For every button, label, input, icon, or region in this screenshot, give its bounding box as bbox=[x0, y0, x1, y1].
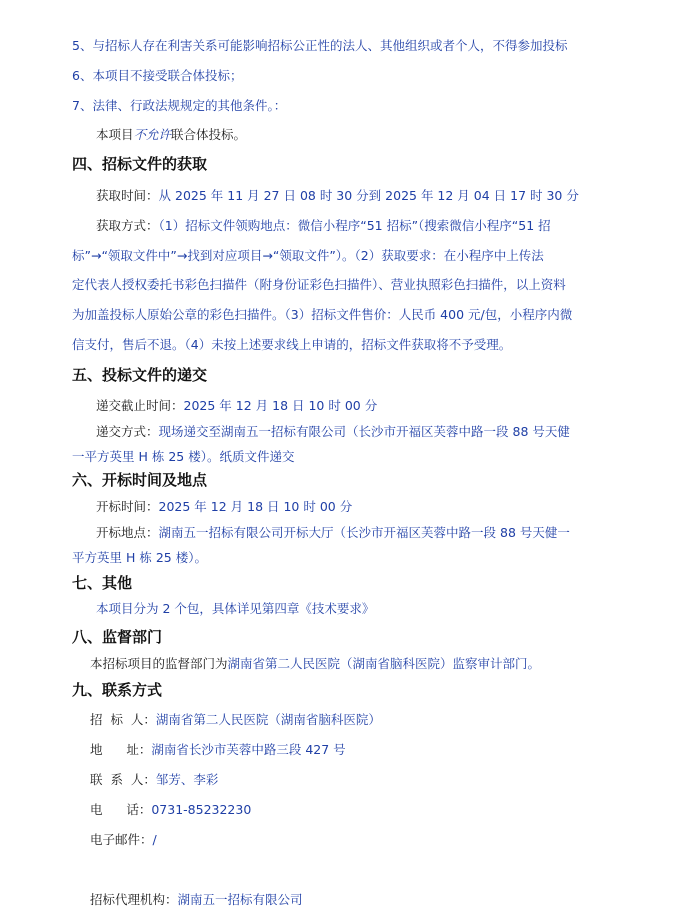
opening-place-label: 开标地点： bbox=[96, 525, 159, 540]
agency-label: 招标代理机构： bbox=[90, 892, 178, 907]
submit-method-line-1 bbox=[96, 423, 676, 441]
contact-row bbox=[90, 771, 676, 789]
acquire-method-line-4: 为加盖投标人原始公章的彩色扫描件。（3）招标文件售价：人民币 400 元/包，小程序内微 bbox=[72, 307, 573, 322]
section-6-heading: 六、开标时间及地点 bbox=[72, 471, 208, 489]
supervision-value: 湖南省第二人民医院（湖南省脑科医院）监察审计部门。 bbox=[227, 656, 541, 671]
acquire-method-line-2: 标”→“领取文件中”→找到对应项目→“领取文件”）。（2）获取要求：在小程序中上传法 bbox=[72, 248, 544, 263]
condition-item-5: 5、与招标人存在利害关系可能影响招标公正性的法人、其他组织或者个人，不得参加投标 bbox=[72, 38, 568, 53]
acquire-method-text-1: （1）招标文件领购地点：微信小程序“51 招标”（搜索微信小程序“51 招 bbox=[158, 218, 551, 233]
contact-label: 招 标 人： bbox=[90, 712, 156, 727]
opening-time-label: 开标时间： bbox=[96, 499, 159, 514]
section-4-heading: 四、招标文件的获取 bbox=[72, 155, 208, 173]
acquire-method-label: 获取方式： bbox=[96, 218, 159, 233]
section-9-heading: 九、联系方式 bbox=[72, 681, 163, 699]
supervision-line bbox=[90, 655, 676, 673]
submit-deadline-label: 递交截止时间： bbox=[96, 398, 184, 413]
contact-label: 联 系 人： bbox=[90, 772, 156, 787]
consortium-value: 不允许 bbox=[133, 127, 172, 142]
acquire-time-label: 获取时间： bbox=[96, 188, 159, 203]
contact-row bbox=[90, 741, 676, 759]
opening-place-line-1 bbox=[96, 524, 676, 542]
contact-value: / bbox=[152, 832, 157, 847]
acquire-time-line bbox=[96, 187, 676, 205]
acquire-method-line-3: 定代表人授权委托书彩色扫描件（附身份证彩色扫描件）、营业执照彩色扫描件，以上资料 bbox=[72, 277, 566, 292]
contact-label: 地 址： bbox=[90, 742, 152, 757]
section-7-heading: 七、其他 bbox=[72, 574, 133, 592]
contact-row bbox=[90, 801, 676, 819]
acquire-method-line-5: 信支付，售后不退。（4）未按上述要求线上申请的，招标文件获取将不予受理。 bbox=[72, 337, 512, 352]
condition-item-6: 6、本项目不接受联合体投标； bbox=[72, 68, 243, 83]
supervision-prefix: 本招标项目的监督部门为 bbox=[90, 656, 228, 671]
contact-value: 邹芳、李彩 bbox=[155, 772, 219, 787]
submit-method-line-2: 一平方英里 H 栋 25 楼）。纸质文件递交 bbox=[72, 449, 295, 464]
other-text: 本项目分为 2 个包，具体详见第四章《技术要求》 bbox=[96, 601, 375, 616]
acquire-time-value: 从 2025 年 11 月 27 日 08 时 30 分到 2025 年 12 月 04 日 17 时 30 分 bbox=[158, 188, 579, 203]
acquire-method-line-1 bbox=[96, 217, 676, 235]
consortium-line bbox=[96, 126, 676, 144]
section-8-heading: 八、监督部门 bbox=[72, 628, 163, 646]
agency-line bbox=[90, 891, 676, 909]
opening-time-value: 2025 年 12 月 18 日 10 时 00 分 bbox=[158, 499, 353, 514]
contact-row bbox=[90, 711, 676, 729]
condition-item-7: 7、法律、行政法规规定的其他条件。： bbox=[72, 98, 287, 113]
opening-time-line bbox=[96, 498, 676, 516]
submit-method-text-1: 现场递交至湖南五一招标有限公司（长沙市开福区芙蓉中路一段 88 号天健 bbox=[158, 424, 570, 439]
submit-method-label: 递交方式： bbox=[96, 424, 159, 439]
contact-label: 电子邮件： bbox=[90, 832, 153, 847]
contact-label: 电 话： bbox=[90, 802, 152, 817]
contact-value: 湖南省长沙市芙蓉中路三段 427 号 bbox=[151, 742, 346, 757]
submit-deadline-line bbox=[96, 397, 676, 415]
consortium-prefix: 本项目 bbox=[96, 127, 134, 142]
submit-deadline-value: 2025 年 12 月 18 日 10 时 00 分 bbox=[183, 398, 378, 413]
section-5-heading: 五、投标文件的递交 bbox=[72, 366, 208, 384]
contact-row bbox=[90, 831, 676, 849]
agency-value: 湖南五一招标有限公司 bbox=[177, 892, 303, 907]
contact-value: 0731-85232230 bbox=[151, 802, 252, 817]
consortium-suffix: 联合体投标。 bbox=[171, 127, 247, 142]
opening-place-line-2: 平方英里 H 栋 25 楼）。 bbox=[72, 550, 207, 565]
contact-value: 湖南省第二人民医院（湖南省脑科医院） bbox=[155, 712, 381, 727]
opening-place-text-1: 湖南五一招标有限公司开标大厅（长沙市开福区芙蓉中路一段 88 号天健一 bbox=[158, 525, 570, 540]
